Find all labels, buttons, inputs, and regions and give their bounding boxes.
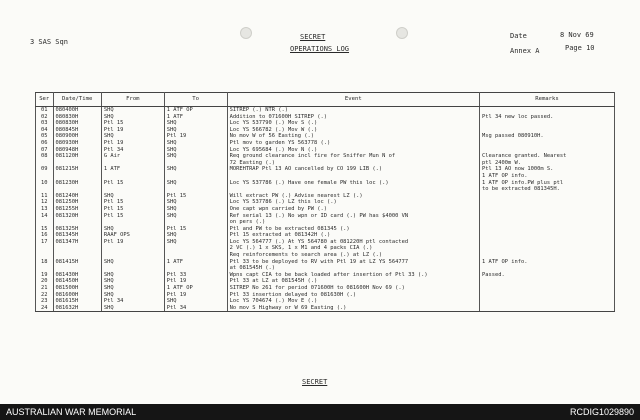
cell-from: SHQ (101, 259, 164, 272)
table-row (36, 278, 615, 285)
cell-to: SHQ (164, 147, 227, 154)
cell-to: Ptl 19 (164, 133, 227, 140)
unit-name: 3 SAS Sqn (30, 38, 68, 46)
cell-from: Ptl 15 (101, 120, 164, 127)
table-row (36, 272, 615, 279)
cell-event: Ref serial 13 (.) No wpn or ID card (.) PW has $4000 VN on pers (.) (227, 213, 479, 226)
page-number: Page 10 (565, 44, 595, 52)
cell-event: Wpns capt CIA to be back loaded after insertion of Ptl 33 (.) (227, 272, 479, 279)
cell-remarks (480, 278, 615, 285)
cell-to: SHQ (164, 120, 227, 127)
cell-event: Req ground clearance incl fire for Sniffer Mun N of 72 Easting (.) (227, 153, 479, 166)
cell-ser: 10 (36, 180, 54, 193)
cell-from: RAAF OPS (101, 232, 164, 239)
cell-event: No mov S Highway or W 69 Easting (.) (227, 305, 479, 312)
cell-from: SHQ (101, 292, 164, 299)
cell-from: 1 ATF (101, 166, 164, 179)
table-row (36, 285, 615, 292)
cell-remarks (480, 239, 615, 259)
table-row (36, 305, 615, 312)
cell-to: Ptl 33 (164, 272, 227, 279)
cell-remarks (480, 206, 615, 213)
cell-from: SHQ (101, 278, 164, 285)
col-to: To (164, 93, 227, 107)
cell-remarks: Clearance granted. Nearest ptl 2400m W. (480, 153, 615, 166)
cell-from: Ptl 34 (101, 298, 164, 305)
cell-ser: 17 (36, 239, 54, 259)
cell-remarks (480, 213, 615, 226)
classification-top: SECRET (300, 33, 326, 41)
cell-to: SHQ (164, 213, 227, 226)
table-row (36, 140, 615, 147)
table-row (36, 298, 615, 305)
table-row (36, 259, 615, 272)
cell-from: SHQ (101, 226, 164, 233)
cell-remarks (480, 147, 615, 154)
cell-remarks (480, 285, 615, 292)
cell-date-time: 081347H (53, 239, 101, 259)
cell-ser: 21 (36, 285, 54, 292)
watermark-left: AUSTRALIAN WAR MEMORIAL (6, 407, 137, 417)
cell-event: MOREHTRAP Ptl 13 AO cancelled by CO 199 LIB (.) (227, 166, 479, 179)
cell-date-time: 080830H (53, 114, 101, 121)
cell-ser: 07 (36, 147, 54, 154)
cell-date-time: 081345H (53, 232, 101, 239)
cell-date-time: 081632H (53, 305, 101, 312)
cell-to: SHQ (164, 298, 227, 305)
cell-date-time: 081320H (53, 213, 101, 226)
classification-bottom: SECRET (302, 378, 328, 386)
cell-from: Ptl 19 (101, 140, 164, 147)
cell-date-time: 080930H (53, 140, 101, 147)
cell-from: Ptl 15 (101, 206, 164, 213)
cell-remarks: Msg passed 080910H. (480, 133, 615, 140)
cell-remarks (480, 305, 615, 312)
cell-event: SITREP (.) NTR (.) (227, 107, 479, 114)
cell-date-time: 080948H (53, 147, 101, 154)
cell-to: 1 ATF OP (164, 107, 227, 114)
cell-to: SHQ (164, 206, 227, 213)
cell-from: SHQ (101, 114, 164, 121)
punch-hole-left (240, 27, 252, 39)
cell-event: Will extract PW (.) Advise nearest LZ (.) (227, 193, 479, 200)
cell-remarks: Passed. (480, 272, 615, 279)
cell-date-time: 081615H (53, 298, 101, 305)
cell-from: SHQ (101, 285, 164, 292)
cell-from: Ptl 34 (101, 147, 164, 154)
cell-remarks (480, 292, 615, 299)
table-body (36, 107, 615, 312)
table-row (36, 226, 615, 233)
cell-from: Ptl 19 (101, 127, 164, 134)
cell-date-time: 081250H (53, 199, 101, 206)
cell-date-time: 081430H (53, 272, 101, 279)
cell-ser: 05 (36, 133, 54, 140)
table-row (36, 193, 615, 200)
cell-from: SHQ (101, 305, 164, 312)
table-row (36, 199, 615, 206)
cell-remarks (480, 107, 615, 114)
cell-from: Ptl 15 (101, 180, 164, 193)
cell-ser: 06 (36, 140, 54, 147)
log-title: OPERATIONS LOG (290, 45, 350, 53)
col-from: From (101, 93, 164, 107)
cell-event: Loc YS 566782 (.) Mov W (.) (227, 127, 479, 134)
cell-remarks (480, 232, 615, 239)
cell-event: Loc YS 537786 (.) Have one female PW this loc (.) (227, 180, 479, 193)
cell-from: Ptl 19 (101, 239, 164, 259)
cell-date-time: 081120H (53, 153, 101, 166)
cell-event: SITREP No 261 for period 071600H to 081600H Nov 69 (.) (227, 285, 479, 292)
date-label: Date (510, 32, 527, 40)
cell-ser: 13 (36, 206, 54, 213)
cell-date-time: 080400H (53, 107, 101, 114)
cell-to: SHQ (164, 166, 227, 179)
cell-ser: 18 (36, 259, 54, 272)
table-row (36, 213, 615, 226)
cell-ser: 04 (36, 127, 54, 134)
cell-to: SHQ (164, 140, 227, 147)
cell-remarks (480, 127, 615, 134)
cell-event: Ptl 15 extracted at 081342H (.) (227, 232, 479, 239)
cell-date-time: 081450H (53, 278, 101, 285)
table-row (36, 133, 615, 140)
cell-to: 1 ATF (164, 114, 227, 121)
cell-to: SHQ (164, 232, 227, 239)
cell-to: SHQ (164, 199, 227, 206)
cell-to: Ptl 19 (164, 292, 227, 299)
cell-date-time: 081325H (53, 226, 101, 233)
table-row (36, 114, 615, 121)
cell-from: Ptl 15 (101, 199, 164, 206)
cell-ser: 20 (36, 278, 54, 285)
cell-from: SHQ (101, 193, 164, 200)
cell-date-time: 081600H (53, 292, 101, 299)
cell-remarks: Ptl 13 AO now 1000m S. 1 ATF OP info. (480, 166, 615, 179)
cell-ser: 03 (36, 120, 54, 127)
table-row (36, 292, 615, 299)
cell-date-time: 080845H (53, 127, 101, 134)
annex-label: Annex A (510, 47, 540, 55)
date-value: 8 Nov 69 (560, 31, 594, 39)
cell-remarks: 1 ATF OP info. (480, 259, 615, 272)
cell-ser: 14 (36, 213, 54, 226)
table-row (36, 232, 615, 239)
col-event: Event (227, 93, 479, 107)
cell-remarks (480, 140, 615, 147)
cell-event: Ptl and PW to be extracted 081345 (.) (227, 226, 479, 233)
cell-ser: 08 (36, 153, 54, 166)
cell-to: 1 ATF (164, 259, 227, 272)
cell-date-time: 081255H (53, 206, 101, 213)
cell-event: Loc YS 564777 (.) At YS 564780 at 081220H ptl contacted 2 VC (.) 1 x SKS, 1 x M1 and 4 packs CIA (.) Req reinforcements to search area (.) at LZ (.) (227, 239, 479, 259)
cell-from: Ptl 15 (101, 213, 164, 226)
cell-event: Ptl mov to garden YS 563778 (.) (227, 140, 479, 147)
cell-date-time: 081230H (53, 180, 101, 193)
cell-to: 1 ATF OP (164, 285, 227, 292)
cell-to: SHQ (164, 180, 227, 193)
col-date-time: Date/Time (53, 93, 101, 107)
cell-remarks: Ptl 34 new loc passed. (480, 114, 615, 121)
cell-ser: 22 (36, 292, 54, 299)
cell-ser: 09 (36, 166, 54, 179)
cell-event: No mov W of 56 Easting (.) (227, 133, 479, 140)
table-row (36, 120, 615, 127)
cell-ser: 23 (36, 298, 54, 305)
watermark-right: RCDIG1029890 (569, 407, 634, 417)
table-row (36, 127, 615, 134)
table-header-row (36, 93, 615, 107)
table-row (36, 166, 615, 179)
cell-to: Ptl 15 (164, 226, 227, 233)
cell-event: Loc YS 537786 (.) LZ this loc (.) (227, 199, 479, 206)
cell-remarks (480, 193, 615, 200)
cell-event: Loc YS 695684 (.) Mov N (.) (227, 147, 479, 154)
cell-event: Ptl 33 insertion delayed to 081630H (.) (227, 292, 479, 299)
cell-ser: 11 (36, 193, 54, 200)
cell-remarks (480, 199, 615, 206)
operations-log-table (35, 92, 615, 312)
table-row (36, 239, 615, 259)
table-row (36, 180, 615, 193)
cell-ser: 24 (36, 305, 54, 312)
cell-date-time: 081500H (53, 285, 101, 292)
col-ser: Ser (36, 93, 54, 107)
cell-event: Loc YS 537790 (.) Mov S (.) (227, 120, 479, 127)
cell-event: Ptl 33 at LZ at 081545H (.) (227, 278, 479, 285)
cell-remarks (480, 298, 615, 305)
cell-event: Addition to 071600H SITREP (.) (227, 114, 479, 121)
table-row (36, 107, 615, 114)
cell-event: Loc YS 704674 (.) Mov E (.) (227, 298, 479, 305)
cell-from: SHQ (101, 133, 164, 140)
cell-to: SHQ (164, 153, 227, 166)
punch-hole-right (396, 27, 408, 39)
archive-watermark-bar (0, 404, 640, 420)
cell-remarks: 1 ATF OP info.PW plus ptl to be extracted 081345H. (480, 180, 615, 193)
cell-ser: 01 (36, 107, 54, 114)
cell-date-time: 080900H (53, 133, 101, 140)
cell-ser: 15 (36, 226, 54, 233)
cell-from: SHQ (101, 107, 164, 114)
table-row (36, 153, 615, 166)
cell-date-time: 080830H (53, 120, 101, 127)
cell-from: SHQ (101, 272, 164, 279)
cell-to: SHQ (164, 239, 227, 259)
cell-date-time: 081240H (53, 193, 101, 200)
cell-ser: 12 (36, 199, 54, 206)
cell-ser: 16 (36, 232, 54, 239)
cell-date-time: 081215H (53, 166, 101, 179)
cell-from: G Air (101, 153, 164, 166)
cell-remarks (480, 226, 615, 233)
col-remarks: Remarks (480, 93, 615, 107)
cell-ser: 19 (36, 272, 54, 279)
table-row (36, 147, 615, 154)
cell-event: Ptl 33 to be deployed to RV with Ptl 19 at LZ YS 564777 at 081545H (.) (227, 259, 479, 272)
cell-to: SHQ (164, 127, 227, 134)
cell-to: Ptl 19 (164, 278, 227, 285)
cell-to: Ptl 15 (164, 193, 227, 200)
cell-date-time: 081415H (53, 259, 101, 272)
cell-event: One capt wpn carried by PW (.) (227, 206, 479, 213)
cell-remarks (480, 120, 615, 127)
table-row (36, 206, 615, 213)
cell-to: Ptl 34 (164, 305, 227, 312)
cell-ser: 02 (36, 114, 54, 121)
